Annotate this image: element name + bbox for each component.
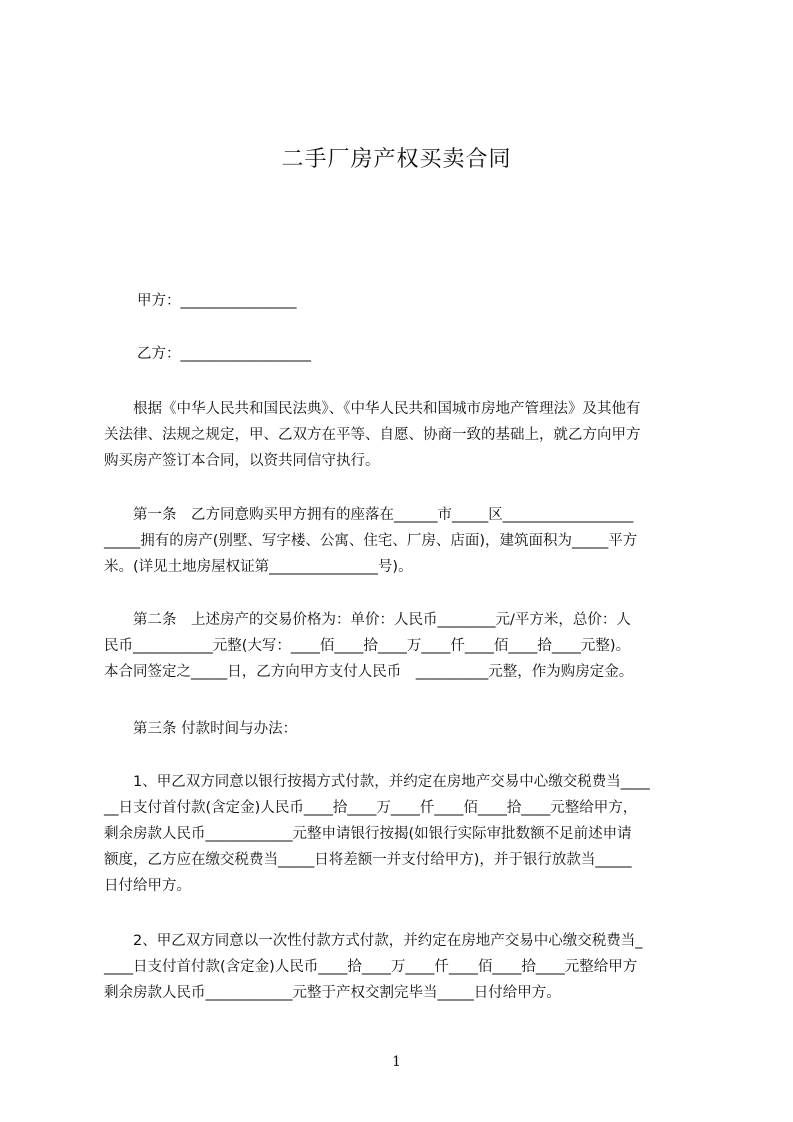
preamble-paragraph (104, 396, 700, 474)
preamble-line: 根据《中华人民共和国民法典》、《中华人民共和国城市房地产管理法》及其他有 (104, 401, 641, 417)
clause-2-line: 剩余房款人民币____________元整于产权交割完毕当_____日付给甲方。 (104, 985, 561, 1001)
clause-1-line: 剩余房款人民币____________元整申请银行按揭(如银行实际审批数额不足前述申请 (104, 826, 632, 842)
clause-1-line: 额度，乙方应在缴交税费当_____日将差额一并支付给甲方)，并于银行放款当_____ (104, 852, 632, 868)
clause-1-line: 日付给甲方。 (104, 878, 191, 894)
article-2-line: 第二条 上述房产的交易价格为：单价：人民币________元/平方米，总价：人 (104, 612, 631, 628)
article-1-line: _____拥有的房产(别墅、写字楼、公寓、住宅、厂房、店面)，建筑面积为_____平方 (104, 533, 638, 549)
article-3-heading: 第三条 付款时间与办法： (104, 721, 298, 737)
clause-2-line: ____日支付首付款(含定金)人民币____拾____万____仟____佰____拾____元整给甲方 (104, 959, 638, 975)
preamble-line: 关法律、法规之规定，甲、乙双方在平等、自愿、协商一致的基础上，就乙方向甲方 (104, 427, 641, 443)
article-2-paragraph (104, 607, 700, 685)
clause-2-line: 2、甲乙双方同意以一次性付款方式付款，并约定在房地产交易中心缴交税费当_ (104, 933, 643, 949)
article-1-paragraph (104, 502, 700, 580)
party-a-line: 甲方：________________ (137, 293, 297, 309)
clause-2-paragraph (104, 928, 700, 1006)
clause-1-line: 1、甲乙双方同意以银行按揭方式付款，并约定在房地产交易中心缴交税费当____ (104, 774, 650, 790)
article-1-line: 第一条 乙方同意购买甲方拥有的座落在______市_____区__________________ (104, 507, 634, 523)
party-b-line: 乙方：__________________ (137, 346, 311, 362)
article-1-line: 米。(详见土地房屋权证第_______________号)。 (104, 559, 413, 575)
page-number: 1 (392, 1054, 401, 1070)
article-2-line: 民币___________元整(大写：____佰____拾____万____仟____佰____拾____元整)。 (104, 638, 631, 654)
clause-1-paragraph (104, 769, 700, 899)
document-title: 二手厂房产权买卖合同 (281, 147, 512, 172)
article-2-line: 本合同签定之_____日，乙方向甲方支付人民币 __________元整，作为购房定金。 (104, 664, 634, 680)
clause-1-line: __日支付首付款(含定金)人民币____拾____万____仟____佰____拾____元整给甲方， (104, 800, 638, 816)
preamble-line: 购买房产签订本合同，以资共同信守执行。 (104, 453, 380, 469)
